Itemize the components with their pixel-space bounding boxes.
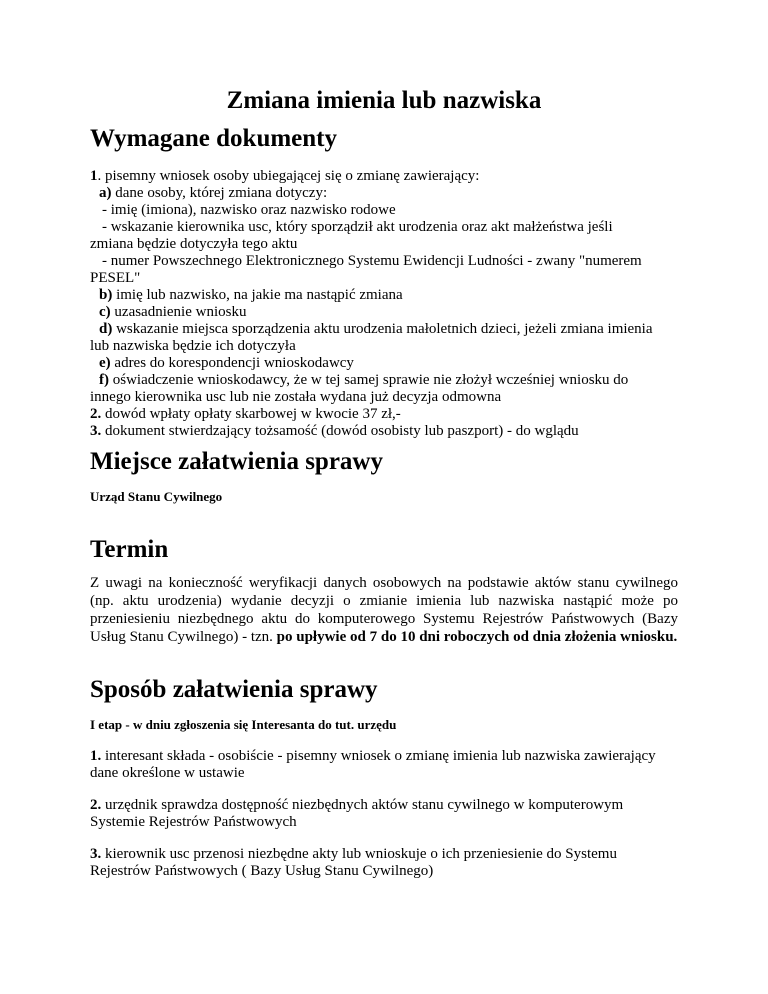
procedure-step-3-number: 3. — [90, 846, 102, 862]
procedure-stage-heading: I etap - w dniu zgłoszenia się Interesanta do tut. urzędu — [90, 717, 397, 732]
doc-item-b — [99, 287, 403, 304]
doc-item-d-line2: lub nazwiska będzie ich dotyczyła — [90, 338, 296, 354]
procedure-step-2-number: 2. — [90, 797, 102, 813]
doc-item-1 — [90, 168, 479, 185]
doc-item-f-line1 — [99, 372, 628, 389]
doc-item-d-text: wskazanie miejsca sporządzenia aktu urodzenia małoletnich dzieci, jeżeli zmiana imienia — [112, 321, 653, 337]
procedure-step-2-line1 — [90, 797, 623, 814]
doc-item-a2-line2: zmiana będzie dotyczyła tego aktu — [90, 236, 298, 252]
doc-item-2-text: dowód wpłaty opłaty skarbowej w kwocie 37 zł,- — [101, 406, 401, 422]
term-deadline: po upływie od 7 do 10 dni roboczych od dnia złożenia wniosku. — [276, 629, 678, 645]
doc-item-e — [99, 355, 354, 372]
procedure-step-1-text: interesant składa - osobiście - pisemny wniosek o zmianę imienia lub nazwiska zawierający — [101, 748, 656, 764]
doc-item-3 — [90, 423, 579, 440]
procedure-step-1-number: 1. — [90, 748, 102, 764]
doc-item-a — [99, 185, 327, 202]
procedure-step-2-line2: Systemie Rejestrów Państwowych — [90, 814, 297, 830]
doc-item-c-text: uzasadnienie wniosku — [110, 304, 247, 320]
term-text: Z uwagi na konieczność weryfikacji danych osobowych na podstawie aktów stanu cywilnego (np. aktu urodzenia) wydanie decyzji o zmianie imienia lub nazwiska nastąpić może po przeniesieniu niezbędnego aktu do komputerowego Systemu Rejestrów Państwowych (Bazy Usług Stanu Cywilnego) - tzn. — [90, 575, 678, 645]
procedure-step-3-line2: Rejestrów Państwowych ( Bazy Usług Stanu Cywilnego) — [90, 863, 434, 879]
procedure-step-3-line1 — [90, 846, 617, 863]
doc-item-d-line1 — [99, 321, 653, 338]
doc-item-f-text: oświadczenie wnioskodawcy, że w tej samej sprawie nie złożył wcześniej wniosku do — [109, 372, 629, 388]
doc-item-b-text: imię lub nazwisko, na jakie ma nastąpić zmiana — [112, 287, 403, 303]
section-heading-procedure: Sposób załatwienia sprawy — [90, 676, 378, 703]
term-paragraph — [90, 574, 678, 646]
doc-item-a3-line1: - numer Powszechnego Elektronicznego Systemu Ewidencji Ludności - zwany "numerem — [102, 253, 642, 269]
doc-item-d-label: d) — [99, 321, 113, 337]
doc-item-2 — [90, 406, 401, 423]
doc-item-e-text: adres do korespondencji wnioskodawcy — [110, 355, 354, 371]
page-title: Zmiana imienia lub nazwiska — [226, 87, 542, 114]
doc-item-a3-line2: PESEL" — [90, 270, 141, 286]
procedure-step-2-text: urzędnik sprawdza dostępność niezbędnych aktów stanu cywilnego w komputerowym — [101, 797, 624, 813]
doc-item-1-text: . pisemny wniosek osoby ubiegającej się o zmianę zawierający: — [97, 168, 480, 184]
section-heading-documents: Wymagane dokumenty — [90, 125, 338, 152]
doc-item-c — [99, 304, 246, 321]
doc-item-2-number: 2. — [90, 406, 102, 422]
doc-item-a1: - imię (imiona), nazwisko oraz nazwisko rodowe — [102, 202, 396, 218]
doc-item-b-label: b) — [99, 287, 113, 303]
office-name: Urząd Stanu Cywilnego — [90, 489, 223, 504]
doc-item-a2-line1: - wskazanie kierownika usc, który sporządził akt urodzenia oraz akt małżeństwa jeśli — [102, 219, 613, 235]
doc-item-1-number: 1 — [90, 168, 98, 184]
doc-item-f-label: f) — [99, 372, 109, 388]
doc-item-a-label: a) — [99, 185, 112, 201]
procedure-step-1-line2: dane określone w ustawie — [90, 765, 245, 781]
doc-item-3-text: dokument stwierdzający tożsamość (dowód osobisty lub paszport) - do wglądu — [101, 423, 579, 439]
doc-item-e-label: e) — [99, 355, 111, 371]
doc-item-a-text: dane osoby, której zmiana dotyczy: — [111, 185, 328, 201]
doc-item-c-label: c) — [99, 304, 111, 320]
procedure-step-1-line1 — [90, 748, 656, 765]
section-heading-term: Termin — [90, 536, 169, 563]
procedure-step-3-text: kierownik usc przenosi niezbędne akty lub wnioskuje o ich przeniesienie do Systemu — [101, 846, 617, 862]
section-heading-place: Miejsce załatwienia sprawy — [90, 448, 383, 475]
doc-item-f-line2: innego kierownika usc lub nie została wydana już decyzja odmowna — [90, 389, 502, 405]
doc-item-3-number: 3. — [90, 423, 102, 439]
